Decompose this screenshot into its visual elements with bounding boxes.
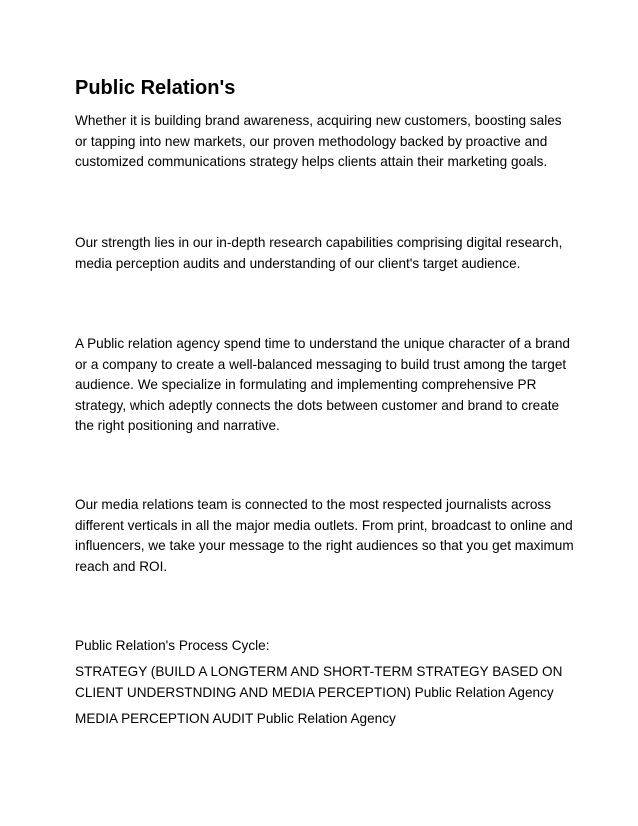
intro-paragraph: Whether it is building brand awareness, acquiring new customers, boosting sales or tapping into new markets, our proven methodology backed by proactive and customized communications strategy helps clients attain their marketing goals. xyxy=(75,113,562,169)
media-perception-audit-item: MEDIA PERCEPTION AUDIT Public Relation Agency xyxy=(75,711,396,726)
strategy-item: STRATEGY (BUILD A LONGTERM AND SHORT-TERM STRATEGY BASED ON CLIENT UNDERSTNDING AND MEDIA PERCEPTION) Public Relation Agency xyxy=(75,664,563,700)
page-title: Public Relation's xyxy=(75,77,236,99)
media-relations-paragraph: Our media relations team is connected to the most respected journalists across different verticals in all the major media outlets. From print, broadcast to online and influencers, we take your message to the right audiences so that you get maximum reach and ROI. xyxy=(75,497,574,574)
strength-paragraph: Our strength lies in our in-depth research capabilities comprising digital research, media perception audits and understanding of our client's target audience. xyxy=(75,235,563,271)
agency-paragraph: A Public relation agency spend time to understand the unique character of a brand or a company to create a well-balanced messaging to build trust among the target audience. We specialize in formulating and implementing comprehensive PR strategy, which adeptly connects the dots between customer and brand to create the right positioning and narrative. xyxy=(75,336,570,433)
process-cycle-heading: Public Relation's Process Cycle: xyxy=(75,638,270,653)
